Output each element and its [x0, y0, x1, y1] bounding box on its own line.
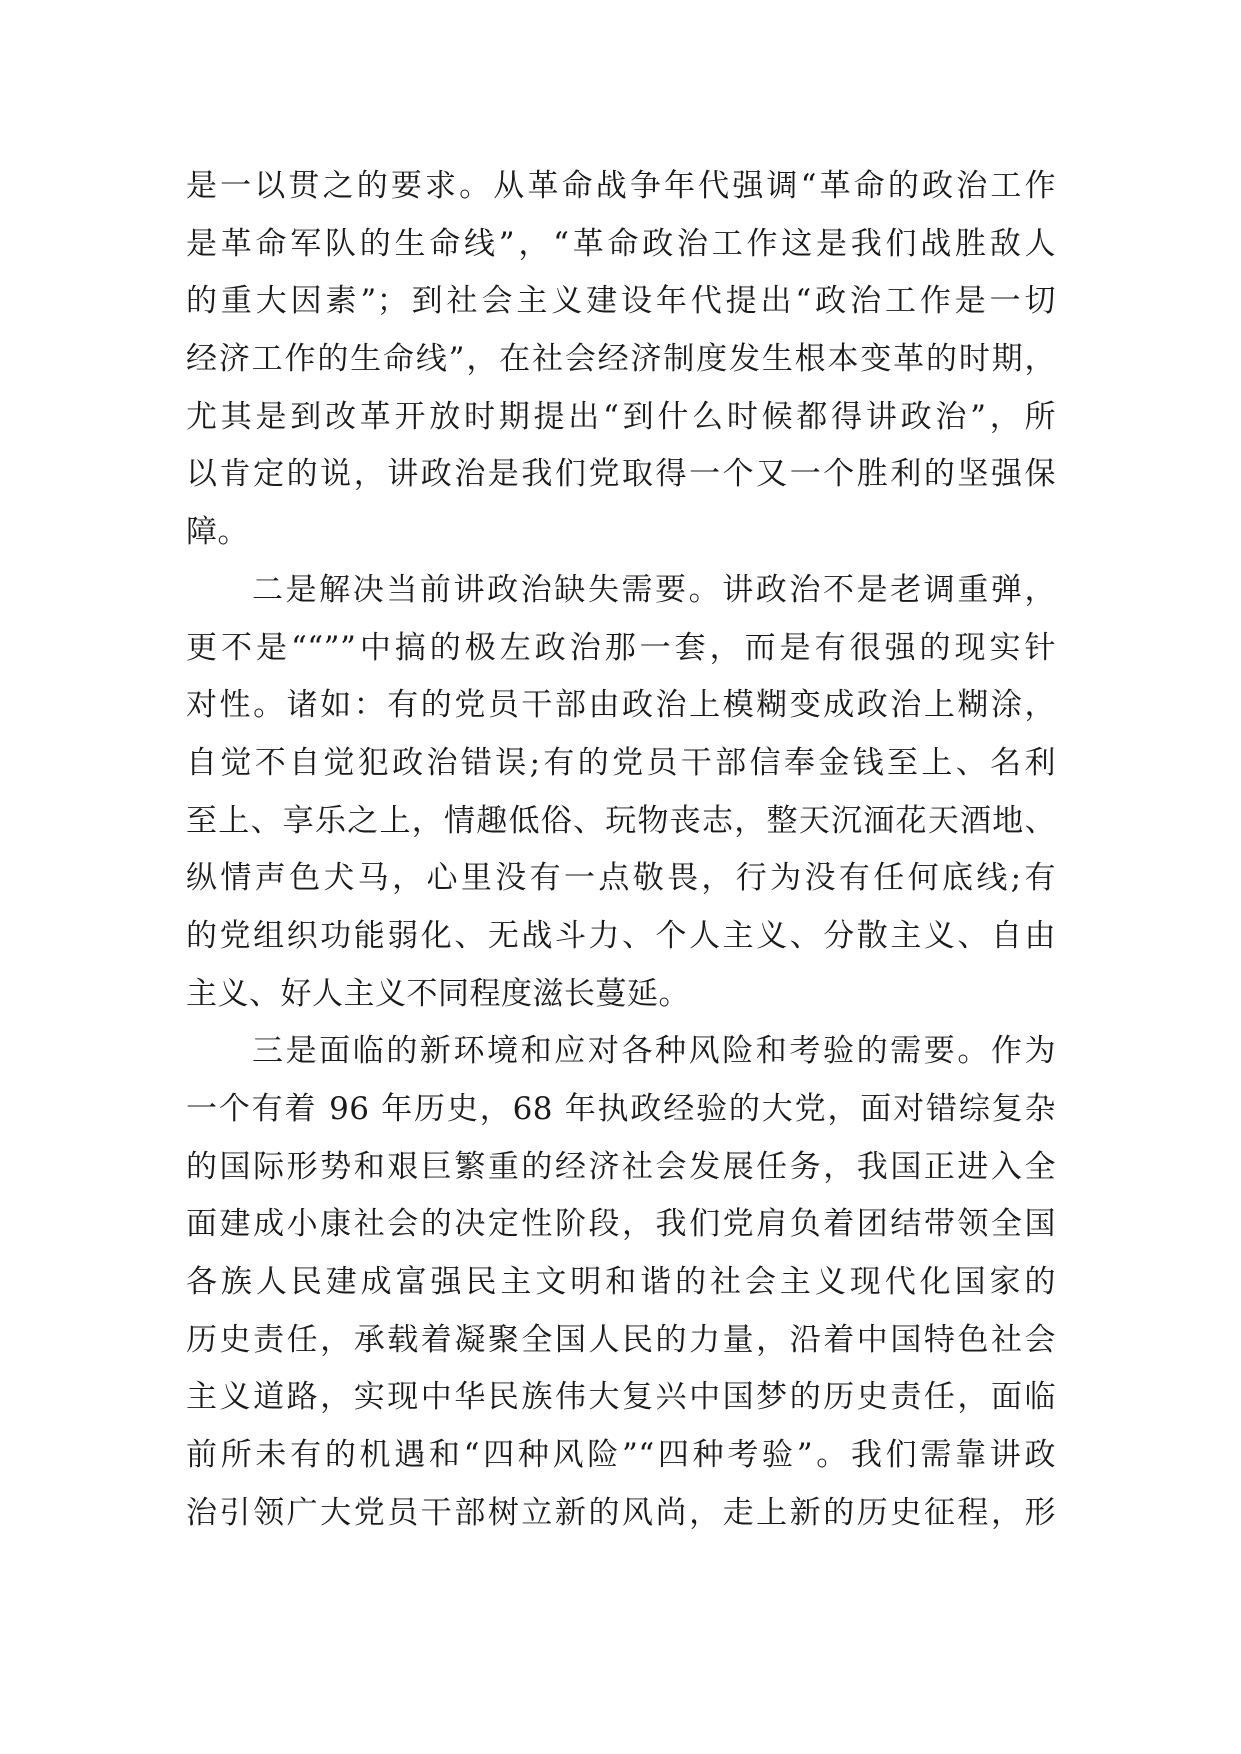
text-line: 历史责任，承载着凝聚全国人民的力量，沿着中国特色社会 — [186, 1321, 1056, 1358]
text-line: 二是解决当前讲政治缺失需要。讲政治不是老调重弹， — [252, 571, 1056, 608]
text-line: 以肯定的说，讲政治是我们党取得一个又一个胜利的坚强保 — [186, 456, 1056, 493]
text-line: 面建成小康社会的决定性阶段，我们党肩负着团结带领全国 — [186, 1206, 1056, 1243]
text-line: 前所未有的机遇和“四种风险”“四种考验”。我们需靠讲政 — [186, 1437, 1056, 1474]
text-line: 经济工作的生命线”，在社会经济制度发生根本变革的时期， — [186, 341, 1056, 378]
text-line: 是革命军队的生命线”，“革命政治工作这是我们战胜敌人 — [186, 225, 1056, 262]
text-line: 障。 — [186, 514, 249, 551]
text-line: 的国际形势和艰巨繁重的经济社会发展任务，我国正进入全 — [186, 1148, 1056, 1185]
paragraph-3 — [186, 1023, 1056, 1542]
text-line: 的党组织功能弱化、无战斗力、个人主义、分散主义、自由 — [186, 917, 1056, 954]
paragraph-2 — [186, 562, 1056, 1024]
text-line: 至上、享乐之上，情趣低俗、玩物丧志，整天沉湎花天酒地、 — [186, 802, 1056, 839]
text-line: 主义道路，实现中华民族伟大复兴中国梦的历史责任，面临 — [186, 1379, 1056, 1416]
text-line: 治引领广大党员干部树立新的风尚，走上新的历史征程，形 — [186, 1494, 1056, 1531]
text-line: 纵情声色犬马，心里没有一点敬畏，行为没有任何底线;有 — [186, 860, 1056, 897]
body-text — [186, 158, 1056, 1543]
text-line: 三是面临的新环境和应对各种风险和考验的需要。作为 — [252, 1033, 1056, 1070]
text-line: 对性。诸如：有的党员干部由政治上模糊变成政治上糊涂， — [186, 687, 1056, 724]
text-line: 一个有着 96 年历史，68 年执政经验的大党，面对错综复杂 — [186, 1091, 1056, 1127]
text-line: 各族人民建成富强民主文明和谐的社会主义现代化国家的 — [186, 1264, 1056, 1301]
text-line: 的重大因素”；到社会主义建设年代提出“政治工作是一切 — [186, 283, 1056, 320]
text-line: 自觉不自觉犯政治错误;有的党员干部信奉金钱至上、名利 — [186, 744, 1056, 781]
text-line: 是一以贯之的要求。从革命战争年代强调“革命的政治工作 — [186, 168, 1056, 204]
text-line: 主义、好人主义不同程度滋长蔓延。 — [186, 975, 690, 1012]
text-line: 尤其是到改革开放时期提出“到什么时候都得讲政治”，所 — [186, 398, 1056, 435]
paragraph-1 — [186, 158, 1056, 562]
text-line: 更不是““””中搞的极左政治那一套，而是有很强的现实针 — [186, 629, 1056, 666]
